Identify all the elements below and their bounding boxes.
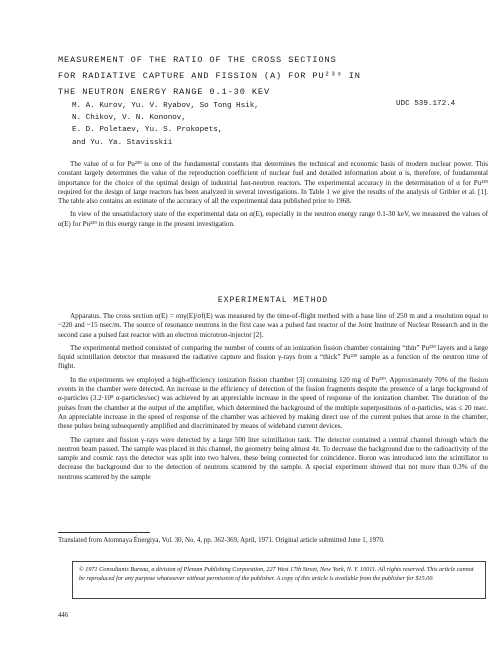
article-title — [58, 52, 488, 100]
author-line: and Yu. Ya. Stavisskii — [72, 138, 173, 147]
title-line: THE NEUTRON ENERGY RANGE 0.1-30 KEV — [58, 87, 270, 97]
page-number: 446 — [58, 612, 69, 619]
udc-code: UDC 539.172.4 — [396, 100, 456, 108]
author-line: E. D. Poletaev, Yu. S. Prokopets, — [72, 126, 223, 135]
author-line: N. Chikov, V. N. Kononov, — [72, 114, 186, 123]
author-line: M. A. Kurov, Yu. V. Ryabov, So Tong Hsik, — [72, 102, 259, 110]
method-paragraph: In the experiments we employed a high-efficiency ionization fission chamber [3] containing 120 mg of Pu²³⁹. Approximately 70% of the fission events in the chamber were detected. An increase in the efficiency of detection of the fission fragments despite the presence of a large background of α-particles (3.2·10⁸ α-particles/sec) was achieved by an appreciable increase in the speed of response of the ionization chamber. The duration of the pulses from the chamber at the output of the amplifier, which determined the background of the multiple superpositions of α-particles, was ≤ 20 nsec. An appreciable increase in the speed of response of the chamber was achieved by making direct use of the current pulses that arose in the chamber, these pulses being subsequently amplified and discriminated by means of wideband current devices. — [58, 375, 488, 431]
author-list — [72, 100, 372, 149]
translation-footnote: Translated from Atomnaya Énergiya, Vol. 30, No. 4, pp. 362-369, April, 1971. Original article submitted June 1, 1970. — [58, 537, 385, 544]
intro-paragraph: The value of α for Pu²³⁹ is one of the fundamental constants that determines the technical and economic basis of modern nuclear power. This constant largely determines the value of the reproduction coefficient of nuclear fuel and detailed information about α is, therefore, of fundamental importance for the choice of the optimal design of industrial fast-neutron reactors. The experimental accuracy in the determination of α for Pu²³⁹ required for the design of large reactors has been analyzed in several investigations. In Table 1 we give the results of the analysis of Gribler et al. [1]. The table also contains an estimate of the accuracy of all the experimental data published prior to 1968. — [58, 160, 488, 206]
title-line: MEASUREMENT OF THE RATIO OF THE CROSS SECTIONS — [58, 55, 337, 65]
method-paragraph: The experimental method consisted of comparing the number of counts of an ionization fission chamber containing “thin” Pu²³⁹ layers and a large liquid scintillation detector that measured the radiative capture and fission γ-rays from a “thick” Pu²³⁹ sample as a function of the neutron time of flight. — [58, 343, 488, 371]
intro-section — [58, 160, 488, 229]
intro-paragraph: In view of the unsatisfactory state of the experimental data on α(E), especially in the neutron energy range 0.1-30 keV, we measured the values of α(E) for Pu²³⁹ in this energy range in the present investigation. — [58, 210, 488, 228]
footnote-rule — [58, 532, 150, 533]
title-line: FOR RADIATIVE CAPTURE AND FISSION (Α) FOR PU²³⁹ IN — [58, 71, 361, 81]
method-section — [58, 312, 488, 482]
method-paragraph: Apparatus. The cross section α(E) = σnγ(E)/σf(E) was measured by the time-of-flight method with a base line of 250 m and a resolution equal to ~220 and ~15 nsec/m. The source of resonance neutrons in the first case was a pulsed fast reactor of the Joint Institute of Nuclear Research and in the second case a pulsed fast reactor with an electron microtron-injector [2]. — [58, 312, 488, 339]
method-paragraph: The capture and fission γ-rays were detected by a large 500 liter scintillation tank. The detector contained a central channel through which the neutron beam passed. The sample was placed in this channel, the geometry being almost 4π. To decrease the background due to the radioactivity of the sample and cosmic rays the detector was split into two halves, these being connected for coincidence. Boron was introduced into the scintillator to decrease the background due to the detection of neutrons scattered by the sample. A special experiment showed that not more than 0.3% of the neutrons scattered by the sample — [58, 435, 488, 481]
copyright-notice: © 1971 Consultants Bureau, a division of Plenum Publishing Corporation, 227 West 17th Street, New York, N. Y. 10011. All rights reserved. This article cannot be reproduced for any purpose whatsoever without permission of the publisher. A copy of this article is available from the publisher for $15.00. — [72, 561, 486, 599]
section-heading: EXPERIMENTAL METHOD — [217, 296, 329, 305]
